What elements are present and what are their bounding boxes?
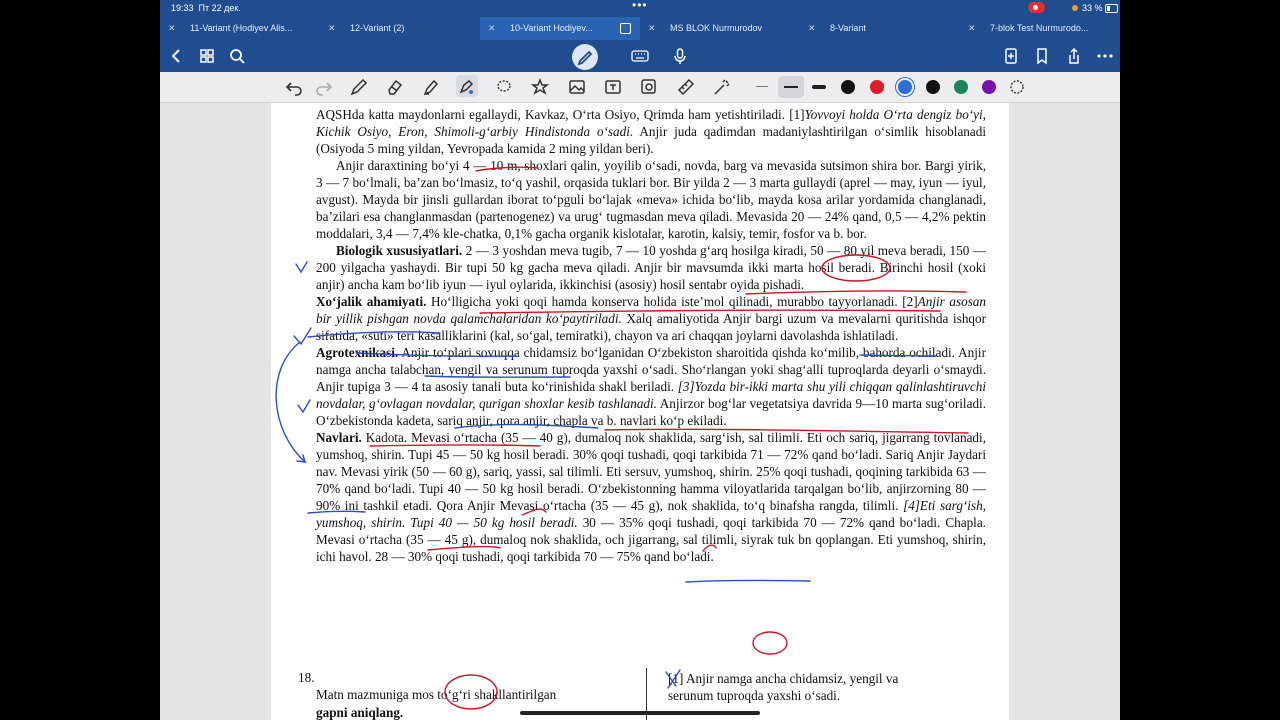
undo-icon[interactable] — [284, 77, 304, 97]
redo-icon[interactable] — [314, 77, 334, 97]
paragraph-economic: Xo‘jalik ahamiyati. Ho‘lligicha yoki qoqi hamda konserva holida iste’mol qilinadi, murabbo tayyorlanadi. [2]Anjir asosan bir yillik pishgan novda qalamchalaridan ko‘paytiriladi. Xalq amaliyotida Anjir bargi uzum va mevalarni quritishda ishqor sifatida, «suti» teri kasalliklarini (kal, so‘gal, temiratki), chayon va ari chaqqan joylarni davolashda ishlatiladi. — [316, 294, 987, 343]
document-tabs — [160, 17, 1120, 40]
screen-record-icon[interactable] — [1028, 2, 1045, 13]
battery-percent: 33 % — [1082, 3, 1103, 13]
answer-option-1 — [668, 670, 898, 704]
pen-mode-icon[interactable] — [575, 48, 595, 68]
microphone-icon[interactable] — [670, 46, 690, 66]
paragraph-description: Anjir daraxtining bo‘yi 4 — 10 m, shoxlari qalin, yoyilib o‘sadi, novda, barg va mevasida sutsimon shira bor. Bargi yirik, 3 — 7 bo‘lmali, ba’zan bo‘lmasiz, to‘q yashil, orqasida tuklari bor. Bir yilda 2 — 3 marta gullaydi (aprel — may, iyun — iyul, avgust). Mayda bir jinsli gullardan iborat to‘pguli bo‘lajak «meva» ichida bo‘lib, mayda kosa arilar yordamida changlanadi, ba’zilari esa changlanmasdan (partenogenez) va urug‘ tugmasdan meva qiladi. Mevasida 20 — 24% qand, 0,5 — 4,2% pektin moddalari, 3,4 — 7,4% kle-chatka, 0,1% gacha organik kislotalar, karotin, kalsiy, temir, fosfor va b. bor. — [316, 158, 986, 241]
pdf-page[interactable] — [271, 103, 1009, 720]
magic-pen-icon[interactable] — [712, 77, 732, 97]
color-green-swatch[interactable] — [954, 80, 968, 94]
add-page-icon[interactable] — [1001, 46, 1021, 66]
lasso-select-icon[interactable] — [457, 77, 477, 97]
status-time: 19:33 Пт 22 дек. — [171, 3, 241, 13]
eraser-icon[interactable] — [385, 77, 405, 97]
tab-ms-blok[interactable]: ✕ MS BLOK Nurmurodov — [648, 23, 763, 33]
question-number: 18. — [298, 670, 315, 685]
search-icon[interactable] — [227, 46, 247, 66]
image-icon[interactable] — [567, 77, 587, 97]
paragraph-origin: AQSHda katta maydonlarni egallaydi, Kavkaz, O‘rta Osiyo, Qrimda ham yetishtiriladi. [1]Yovvoyi holda O‘rta dengiz bo‘yi, Kichik Osiyo, Eron, Shimoli-g‘arbiy Hindistonda o‘sadi. Anjir juda qadimdan madaniylashtirilgan o‘simlik hisoblanadi (Osiyoda 5 ming yildan, Yevropada kamida 2 ming yildan beri). — [316, 107, 986, 156]
split-view-icon[interactable] — [620, 23, 631, 34]
home-indicator[interactable] — [520, 711, 760, 715]
ipad-screen — [160, 0, 1120, 720]
paragraph-biology: Biologik xususiyatlari. 2 — 3 yoshdan meva tugib, 7 — 10 yoshda g‘arq hosilga kiradi, 50 — 80 yil meva beradi, 150 — 200 yilgacha yashaydi. Bir tupi 50 kg gacha meva qiladi. Anjir bir mavsumda ikki marta hosil beradi. Birinchi hosil (xoki anjir) ancha kam bo‘lib iyun — iyul oylarida, ikkinchisi (asosiy) hosil sentabr oyida pishadi. — [316, 243, 986, 292]
battery-indicator-icon — [1072, 5, 1078, 11]
color-blue-swatch[interactable] — [898, 80, 912, 94]
color-purple-swatch[interactable] — [982, 80, 996, 94]
shapes-icon[interactable] — [530, 77, 550, 97]
back-chevron-icon[interactable] — [167, 46, 187, 66]
bookmark-icon[interactable] — [1032, 46, 1052, 66]
lasso-icon[interactable] — [494, 77, 514, 97]
ruler-icon[interactable] — [676, 77, 696, 97]
tab-12-variant[interactable]: ✕ 12-Variant (2) — [328, 23, 405, 33]
question-text-line1: Matn mazmuniga mos to‘g‘ri shakllantirilgan — [316, 687, 557, 702]
tab-7-blok[interactable]: ✕ 7-blok Test Nurmurodo... — [968, 23, 1089, 33]
stroke-thick-option[interactable] — [812, 85, 826, 89]
stroke-thin-option[interactable] — [756, 86, 768, 87]
option-line1: [1] Anjir namga ancha chidamsiz, yengil va — [668, 671, 899, 686]
stroke-medium-line — [784, 86, 798, 88]
keyboard-icon[interactable] — [630, 46, 650, 66]
more-icon[interactable] — [1095, 46, 1115, 66]
highlighter-icon[interactable] — [421, 77, 441, 97]
close-icon[interactable]: ✕ — [328, 23, 336, 33]
document-text — [316, 106, 986, 565]
paragraph-varieties: Navlari. Kadota. Mevasi o‘rtacha (35 — 40 g), dumaloq nok shaklida, sarg‘ish, sal tilimli. Eti och sariq, jigarrang tovlanadi, yumshoq, shirin. Tupi 45 — 50 kg hosil beradi. 30% qoqi tushadi, qoqi tarkibida 71 — 72% qand bo‘ladi. Sariq Anjir Jaydari nav. Mevasi yirik (50 — 60 g), sariq, yassi, sal tilimli. Eti sersuv, yumshoq, shirin. 25% qoqi tushadi, qoqining tarkibida 63 — 70% qand bo‘ladi. Tupi 40 — 50 kg hosil beradi. O‘zbekistonning hamma viloyatlarida tarqalgan bo‘lib, anjirzorning 80 — 90% ini tashkil etadi. Qora Anjir Mevasi o‘rtacha (35 — 45 g), nok shaklida, to‘q binafsha rangda, tilimli. [4]Eti sarg‘ish, yumshoq, shirin. Tupi 40 — 50 kg hosil beradi. 30 — 35% qoqi tushadi, qoqi tarkibida 70 — 72% qand bo‘ladi. Chapla. Mevasi o‘rtacha (35 — 45 g), dumaloq nok shaklida, och jigarrang, sal tilimli, siyrak tuk bn qoplangan. Eti yumshoq, shirin, ichi havol. 28 — 30% qoqi tushadi, qoqi tarkibida 70 — 75% qand bo‘ladi. — [316, 430, 986, 564]
close-icon[interactable]: ✕ — [488, 23, 496, 33]
close-icon[interactable]: ✕ — [648, 23, 656, 33]
pen-icon[interactable] — [349, 77, 369, 97]
sticker-icon[interactable] — [639, 77, 659, 97]
color-red-swatch[interactable] — [870, 80, 884, 94]
paragraph-agrotechnics: Agrotexnikasi. Anjir to‘plari sovuqqa chidamsiz bo‘lganidan O‘zbekiston sharoitida qishda ko‘milib, bahorda ochiladi. Anjir namga ancha talabchan, yengil va serunum tuproqda yaxshi o‘sadi. Sho‘rlangan yoki shag‘alli tuproqlarda deyarli o‘smaydi. Anjir tupiga 3 — 4 ta asosiy tanali buta ko‘rinishida shakl beriladi. [3]Yozda bir-ikki marta shu yili chiqqan qalinlashtiruvchi novdalar, g‘ovlagan novdalar, qurigan shoxlar kesib tashlanadi. Anjirzor bog‘lar vegetatsiya davrida 9—10 marta sug‘oriladi. O‘zbekistonda kadeta, sariq anjir, qora anjir, chapla va b. navlari ko‘p ekiladi. — [316, 345, 987, 428]
text-icon[interactable] — [603, 77, 623, 97]
tab-10-variant[interactable]: ✕ 10-Variant Hodiyev... — [480, 17, 640, 40]
navigation-bar — [160, 40, 1120, 72]
close-icon[interactable]: ✕ — [168, 23, 176, 33]
share-icon[interactable] — [1064, 46, 1084, 66]
tab-8-variant[interactable]: ✕ 8-Variant — [808, 23, 866, 33]
battery-icon — [1105, 4, 1118, 13]
color-black-swatch[interactable] — [841, 80, 855, 94]
color-black2-swatch[interactable] — [926, 80, 940, 94]
status-bar — [160, 0, 1120, 17]
multitask-dots-icon[interactable]: ••• — [632, 0, 648, 12]
grid-icon[interactable] — [197, 46, 217, 66]
question-text-line2: gapni aniqlang. — [316, 705, 404, 720]
tab-11-variant[interactable]: ✕ 11-Variant (Hodiyev Alis... — [168, 23, 293, 33]
color-picker-icon[interactable] — [1007, 77, 1027, 97]
close-icon[interactable]: ✕ — [808, 23, 816, 33]
close-icon[interactable]: ✕ — [968, 23, 976, 33]
option-line2: serunum tuproqda yaxshi o‘sadi. — [668, 688, 841, 703]
drawing-toolbar — [160, 72, 1120, 103]
